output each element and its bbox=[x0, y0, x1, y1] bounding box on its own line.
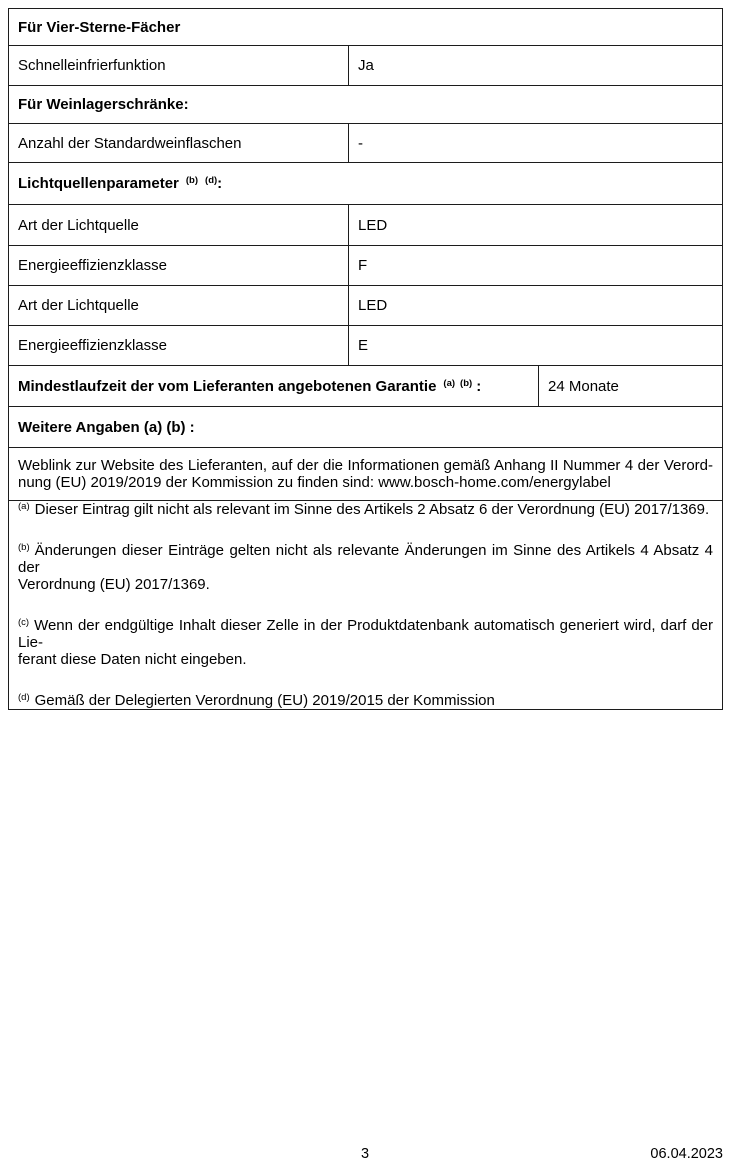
data-row-wine-bottles bbox=[9, 124, 723, 163]
page-number: 3 bbox=[360, 1146, 370, 1162]
attribute-label-cell: Energieeffizienzklasse bbox=[9, 246, 349, 286]
section-header-row-wine bbox=[9, 86, 723, 124]
attribute-label-cell: Art der Lichtquelle bbox=[9, 286, 349, 326]
footnote-marker-b: (b) bbox=[18, 542, 30, 553]
product-datasheet-table bbox=[8, 8, 723, 710]
footnote-ref-b: (b) bbox=[185, 175, 199, 186]
attribute-value-cell: LED bbox=[349, 205, 723, 246]
footnote-text: Änderungen dieser Einträge gelten nicht als relevante Änderungen im Sinne des Artikels 4 Absatz 4 der bbox=[18, 542, 714, 576]
attribute-value-cell: Ja bbox=[349, 46, 723, 86]
weblink-line-1: Weblink zur Website des Lieferanten, auf der die Informationen gemäß Anhang II Nummer 4 der Verord- bbox=[18, 457, 714, 474]
footnote-text: Wenn der endgültige Inhalt dieser Zelle in der Produktdatenbank automatisch generiert wird, darf der Lie- bbox=[18, 617, 714, 651]
data-row-warranty bbox=[9, 366, 723, 407]
data-row-light-type-2 bbox=[9, 286, 723, 326]
footnote-d bbox=[18, 692, 713, 709]
attribute-value-cell: E bbox=[349, 326, 723, 366]
footnote-text: Verordnung (EU) 2017/1369. bbox=[18, 576, 210, 593]
footnote-text: Gemäß der Delegierten Verordnung (EU) 2019/2015 der Kommission bbox=[34, 692, 495, 709]
footnote-line bbox=[18, 542, 713, 576]
footnote-marker-a: (a) bbox=[18, 501, 30, 512]
footnote-marker-c: (c) bbox=[18, 617, 30, 628]
warranty-label: Mindestlaufzeit der vom Lieferanten angebotenen Garantie bbox=[18, 377, 437, 395]
section-header-row-four-star bbox=[9, 9, 723, 46]
footnote-text: ferant diese Daten nicht eingeben. bbox=[18, 651, 247, 668]
footnote-line bbox=[18, 576, 713, 593]
warranty-label-cell bbox=[9, 366, 539, 407]
attribute-label-cell: Energieeffizienzklasse bbox=[9, 326, 349, 366]
footnote-line bbox=[18, 692, 713, 709]
attribute-label-cell: Anzahl der Standardweinflaschen bbox=[9, 124, 349, 163]
footnote-line bbox=[18, 617, 713, 651]
section-header-wine: Für Weinlagerschränke: bbox=[9, 86, 723, 124]
footnote-ref-d: (d) bbox=[205, 175, 218, 186]
attribute-value-cell: LED bbox=[349, 286, 723, 326]
section-header-row-light bbox=[9, 163, 723, 205]
section-header-weitere: Weitere Angaben (a) (b) : bbox=[9, 407, 723, 448]
section-header-four-star: Für Vier-Sterne-Fächer bbox=[9, 9, 723, 46]
attribute-label-cell: Art der Lichtquelle bbox=[9, 205, 349, 246]
section-header-light-label: Lichtquellenparameter bbox=[18, 175, 179, 192]
footnote-text: Dieser Eintrag gilt nicht als relevant im Sinne des Artikels 2 Absatz 6 der Verordnung (EU) 2017/1369. bbox=[34, 501, 710, 518]
section-header-light-colon: : bbox=[217, 175, 223, 192]
attribute-value-cell: F bbox=[349, 246, 723, 286]
attribute-value-cell: - bbox=[349, 124, 723, 163]
footnote-b bbox=[18, 542, 713, 593]
footnote-c bbox=[18, 617, 713, 668]
data-row-light-type-1 bbox=[9, 205, 723, 246]
data-row-light-eec-2 bbox=[9, 326, 723, 366]
footnote-ref-a: (a) bbox=[443, 377, 456, 389]
warranty-value-cell: 24 Monate bbox=[539, 366, 723, 407]
weblink-cell bbox=[9, 448, 723, 501]
footnotes-cell bbox=[9, 501, 723, 710]
footnote-line bbox=[18, 501, 713, 518]
footnotes-row bbox=[9, 501, 723, 710]
footnote-a bbox=[18, 501, 713, 518]
warranty-colon: : bbox=[476, 377, 482, 395]
section-header-light bbox=[9, 163, 723, 205]
section-header-row-weitere bbox=[9, 407, 723, 448]
footer-date: 06.04.2023 bbox=[650, 1146, 723, 1162]
weblink-line-2: nung (EU) 2019/2019 der Kommission zu finden sind: www.bosch-home.com/energylabel bbox=[18, 474, 611, 491]
footnote-line bbox=[18, 651, 713, 668]
footnote-marker-d: (d) bbox=[18, 692, 30, 703]
data-row-fast-freeze bbox=[9, 46, 723, 86]
footnote-ref-b: (b) bbox=[460, 377, 473, 389]
data-row-light-eec-1 bbox=[9, 246, 723, 286]
attribute-label-cell: Schnelleinfrierfunktion bbox=[9, 46, 349, 86]
weblink-row bbox=[9, 448, 723, 501]
